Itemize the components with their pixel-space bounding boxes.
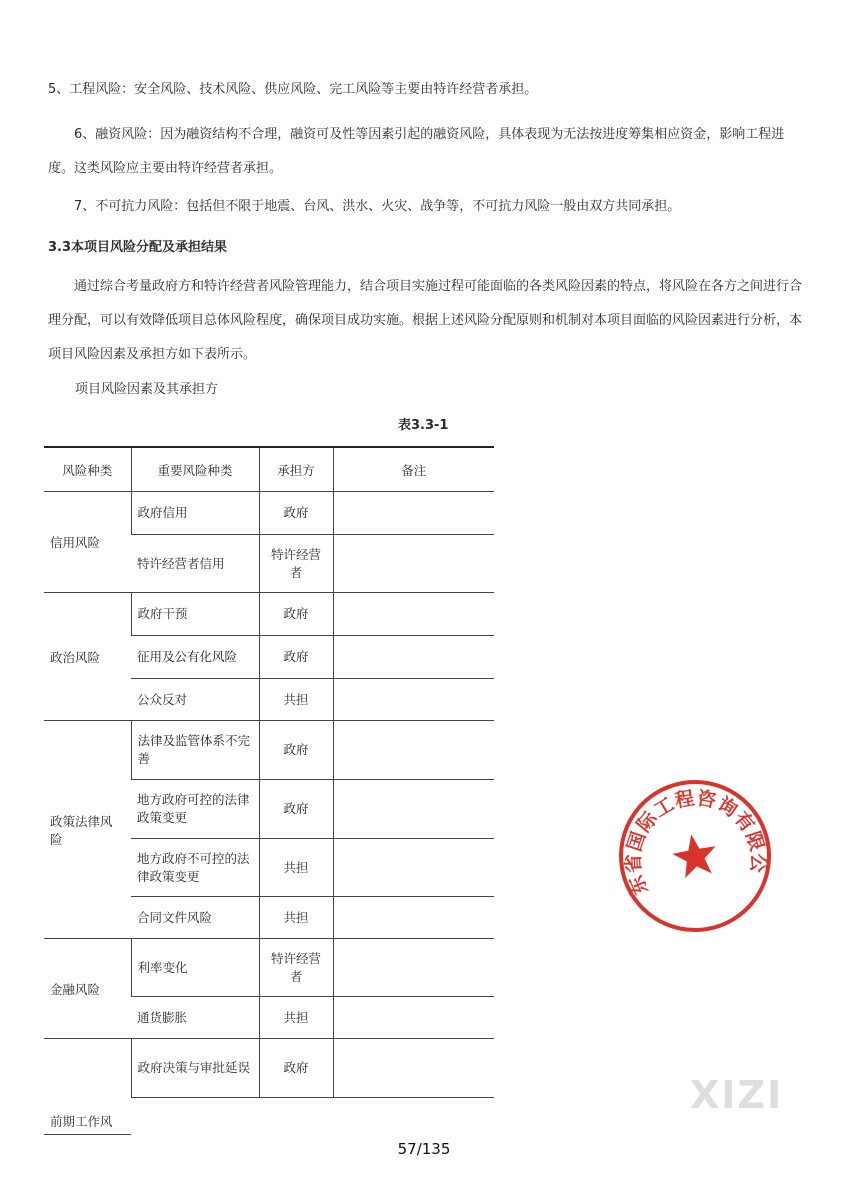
risk-item-cell: 地方政府不可控的法律政策变更	[131, 839, 259, 897]
risk-category-cell: 政策法律风险	[44, 721, 131, 939]
remark-cell	[333, 997, 494, 1039]
remark-cell	[333, 679, 494, 721]
remark-cell	[333, 593, 494, 636]
table-row	[44, 1039, 494, 1098]
risk-category-cell: 政治风险	[44, 593, 131, 721]
bearer-cell: 特许经营者	[259, 939, 333, 997]
table-row	[44, 593, 494, 636]
risk-item-cell: 政府干预	[131, 593, 259, 636]
bearer-cell: 政府	[259, 721, 333, 780]
header-remarks: 备注	[333, 447, 494, 492]
risk-item-cell: 公众反对	[131, 679, 259, 721]
risk-item-cell	[131, 1098, 259, 1135]
paragraph-engineering-risk: 5、工程风险：安全风险、技术风险、供应风险、完工风险等主要由特许经营者承担。	[48, 82, 538, 97]
section-heading: 3.3本项目风险分配及承担结果	[48, 240, 228, 255]
remark-cell	[333, 1098, 494, 1135]
risk-item-cell: 利率变化	[131, 939, 259, 997]
bearer-cell: 特许经营者	[259, 535, 333, 593]
risk-item-cell: 政府信用	[131, 492, 259, 535]
table-header-row	[44, 447, 494, 492]
svg-text:广东省国际工程咨询有限公司: 广东省国际工程咨询有限公司	[622, 787, 770, 899]
table-row	[44, 939, 494, 997]
risk-item-cell: 合同文件风险	[131, 897, 259, 939]
risk-category-cell: 信用风险	[44, 492, 131, 593]
bearer-cell: 共担	[259, 679, 333, 721]
remark-cell	[333, 939, 494, 997]
table-number: 表3.3-1	[398, 418, 449, 433]
remark-cell	[333, 897, 494, 939]
remark-cell	[333, 535, 494, 593]
page-number: 57/135	[397, 1140, 451, 1158]
bearer-cell: 政府	[259, 593, 333, 636]
bearer-cell: 政府	[259, 780, 333, 839]
table-caption: 项目风险因素及其承担方	[75, 382, 219, 397]
risk-category-cell: 前期工作风	[44, 1039, 131, 1135]
bearer-cell: 共担	[259, 997, 333, 1039]
remark-cell	[333, 839, 494, 897]
bearer-cell: 共担	[259, 839, 333, 897]
remark-cell	[333, 492, 494, 535]
watermark-logo: XIZI	[690, 1073, 784, 1117]
paragraph-force-majeure-risk: 7、不可抗力风险：包括但不限于地震、台风、洪水、火灾、战争等，不可抗力风险一般由双方共同承担。	[74, 199, 681, 214]
risk-item-cell: 特许经营者信用	[131, 535, 259, 593]
remark-cell	[333, 721, 494, 780]
risk-item-cell: 地方政府可控的法律政策变更	[131, 780, 259, 839]
table-row	[44, 721, 494, 780]
company-seal-icon	[615, 776, 775, 936]
bearer-cell	[259, 1098, 333, 1135]
bearer-cell: 政府	[259, 636, 333, 679]
remark-cell	[333, 636, 494, 679]
risk-item-cell: 法律及监管体系不完善	[131, 721, 259, 780]
risk-allocation-table	[44, 446, 494, 1135]
header-risk-category: 风险种类	[44, 447, 131, 492]
remark-cell	[333, 780, 494, 839]
bearer-cell: 政府	[259, 492, 333, 535]
table-row	[44, 492, 494, 535]
bearer-cell: 共担	[259, 897, 333, 939]
header-major-risk-type: 重要风险种类	[131, 447, 259, 492]
risk-item-cell: 通货膨胀	[131, 997, 259, 1039]
bearer-cell: 政府	[259, 1039, 333, 1098]
risk-item-cell: 政府决策与审批延误	[131, 1039, 259, 1098]
risk-item-cell: 征用及公有化风险	[131, 636, 259, 679]
header-bearer: 承担方	[259, 447, 333, 492]
paragraph-financing-risk: 6、融资风险：因为融资结构不合理，融资可及性等因素引起的融资风险，具体表现为无法按进度筹集相应资金，影响工程进度。这类风险应主要由特许经营者承担。	[48, 127, 785, 176]
intro-paragraph: 通过综合考量政府方和特许经营者风险管理能力，结合项目实施过程可能面临的各类风险因素的特点，将风险在各方之间进行合理分配，可以有效降低项目总体风险程度，确保项目成功实施。根据上述风险分配原则和机制对本项目面临的风险因素进行分析，本项目风险因素及承担方如下表所示。	[48, 279, 803, 362]
risk-category-cell: 金融风险	[44, 939, 131, 1039]
remark-cell	[333, 1039, 494, 1098]
